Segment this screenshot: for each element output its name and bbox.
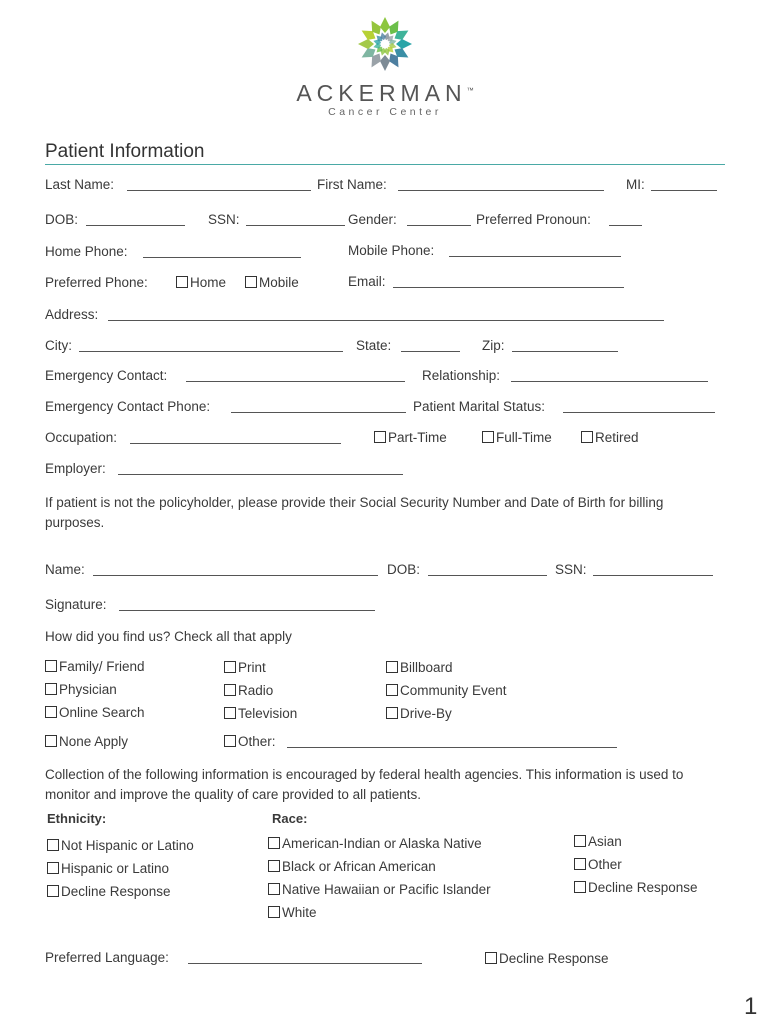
- race-black-checkbox[interactable]: [268, 859, 436, 874]
- mi-label: MI:: [626, 177, 645, 192]
- ethnicity-hispanic-checkbox[interactable]: [47, 861, 169, 876]
- email-label: Email:: [348, 274, 386, 289]
- language-field[interactable]: [188, 963, 422, 964]
- preferred-mobile-checkbox[interactable]: [245, 275, 299, 290]
- marital-status-field[interactable]: [563, 412, 715, 413]
- find-other-field[interactable]: [287, 747, 617, 748]
- address-field[interactable]: [108, 320, 664, 321]
- race-decline-checkbox[interactable]: [574, 880, 698, 895]
- first-name-field[interactable]: [398, 190, 604, 191]
- checkbox-icon: [374, 431, 386, 443]
- page-number: 1: [744, 993, 758, 1020]
- race-american-indian-checkbox[interactable]: [268, 836, 482, 851]
- checkbox-label: Mobile: [259, 275, 299, 290]
- city-label: City:: [45, 338, 72, 353]
- mobile-phone-field[interactable]: [449, 256, 621, 257]
- race-white-checkbox[interactable]: [268, 905, 317, 920]
- occupation-field[interactable]: [130, 443, 341, 444]
- policy-dob-label: DOB:: [387, 562, 421, 577]
- city-field[interactable]: [79, 351, 343, 352]
- find-print-checkbox[interactable]: [224, 660, 266, 675]
- part-time-checkbox[interactable]: [374, 430, 447, 445]
- checkbox-icon: [45, 735, 57, 747]
- last-name-field[interactable]: [127, 190, 311, 191]
- policy-ssn-label: SSN:: [555, 562, 587, 577]
- checkbox-icon: [224, 684, 236, 696]
- checkbox-icon: [47, 839, 59, 851]
- emergency-phone-label: Emergency Contact Phone:: [45, 399, 211, 414]
- relationship-label: Relationship:: [422, 368, 501, 383]
- checkbox-icon: [224, 735, 236, 747]
- checkbox-icon: [386, 684, 398, 696]
- relationship-field[interactable]: [511, 381, 708, 382]
- checkbox-label: Television: [238, 706, 298, 721]
- checkbox-label: Native Hawaiian or Pacific Islander: [282, 882, 491, 897]
- checkbox-label: Other:: [238, 734, 276, 749]
- signature-label: Signature:: [45, 597, 107, 612]
- checkbox-icon: [268, 837, 280, 849]
- find-billboard-checkbox[interactable]: [386, 660, 453, 675]
- first-name-label: First Name:: [317, 177, 387, 192]
- checkbox-label: Black or African American: [282, 859, 436, 874]
- checkbox-icon: [482, 431, 494, 443]
- checkbox-label: Radio: [238, 683, 274, 698]
- preferred-phone-label: Preferred Phone:: [45, 275, 148, 290]
- checkbox-icon: [45, 660, 57, 672]
- checkbox-icon: [224, 661, 236, 673]
- checkbox-icon: [485, 952, 497, 964]
- checkbox-label: White: [282, 905, 317, 920]
- policyholder-note: If patient is not the policyholder, please provide their Social Security Number and Date of Birth for billing purposes.: [45, 495, 664, 530]
- checkbox-icon: [268, 906, 280, 918]
- marital-status-label: Patient Marital Status:: [413, 399, 546, 414]
- signature-field[interactable]: [119, 610, 375, 611]
- checkbox-label: Asian: [588, 834, 622, 849]
- dob-label: DOB:: [45, 212, 79, 227]
- home-phone-field[interactable]: [143, 257, 301, 258]
- find-physician-checkbox[interactable]: [45, 682, 117, 697]
- find-community-checkbox[interactable]: [386, 683, 507, 698]
- checkbox-icon: [45, 683, 57, 695]
- dob-field[interactable]: [86, 225, 185, 226]
- ssn-label: SSN:: [208, 212, 240, 227]
- collection-note: Collection of the following information is encouraged by federal health agencies. This information is used to monitor and improve the quality of care provided to all patients.: [45, 767, 684, 802]
- checkbox-icon: [268, 883, 280, 895]
- find-family-checkbox[interactable]: [45, 659, 145, 674]
- brand-subtitle: Cancer Center: [328, 106, 442, 118]
- emergency-contact-field[interactable]: [186, 381, 405, 382]
- emergency-contact-label: Emergency Contact:: [45, 368, 168, 383]
- checkbox-label: None Apply: [59, 734, 129, 749]
- checkbox-icon: [386, 661, 398, 673]
- checkbox-label: Other: [588, 857, 622, 872]
- policy-ssn-field[interactable]: [593, 575, 713, 576]
- checkbox-icon: [386, 707, 398, 719]
- language-label: Preferred Language:: [45, 950, 169, 965]
- checkbox-icon: [47, 885, 59, 897]
- find-driveby-checkbox[interactable]: [386, 706, 452, 721]
- ethnicity-decline-checkbox[interactable]: [47, 884, 171, 899]
- page-title: Patient Information: [45, 141, 205, 162]
- checkbox-label: Retired: [595, 430, 639, 445]
- checkbox-label: Full-Time: [496, 430, 552, 445]
- employer-label: Employer:: [45, 461, 106, 476]
- find-television-checkbox[interactable]: [224, 706, 297, 721]
- checkbox-icon: [574, 881, 586, 893]
- full-time-checkbox[interactable]: [482, 430, 552, 445]
- race-hawaiian-checkbox[interactable]: [268, 882, 491, 897]
- checkbox-label: American-Indian or Alaska Native: [282, 836, 482, 851]
- checkbox-label: Online Search: [59, 705, 145, 720]
- emergency-phone-field[interactable]: [231, 412, 406, 413]
- state-field[interactable]: [401, 351, 460, 352]
- checkbox-label: Not Hispanic or Latino: [61, 838, 194, 853]
- find-online-checkbox[interactable]: [45, 705, 145, 720]
- retired-checkbox[interactable]: [581, 430, 639, 445]
- brand-name: ACKERMAN™: [296, 80, 474, 106]
- language-decline-checkbox[interactable]: [485, 951, 609, 966]
- policy-name-field[interactable]: [93, 575, 378, 576]
- policy-name-label: Name:: [45, 562, 85, 577]
- checkbox-icon: [224, 707, 236, 719]
- checkbox-label: Print: [238, 660, 266, 675]
- gender-label: Gender:: [348, 212, 397, 227]
- home-phone-label: Home Phone:: [45, 244, 128, 259]
- checkbox-label: Physician: [59, 682, 117, 697]
- mobile-phone-label: Mobile Phone:: [348, 243, 435, 258]
- preferred-home-checkbox[interactable]: [176, 275, 226, 290]
- checkbox-icon: [574, 835, 586, 847]
- ackerman-logo-icon: [355, 14, 415, 74]
- find-radio-checkbox[interactable]: [224, 683, 273, 698]
- checkbox-label: Community Event: [400, 683, 507, 698]
- race-other-checkbox[interactable]: [574, 857, 622, 872]
- gender-field[interactable]: [407, 225, 471, 226]
- zip-field[interactable]: [512, 351, 618, 352]
- checkbox-label: Family/ Friend: [59, 659, 145, 674]
- checkbox-icon: [47, 862, 59, 874]
- find-none-checkbox[interactable]: [45, 734, 128, 749]
- ethnicity-not-hispanic-checkbox[interactable]: [47, 838, 194, 853]
- checkbox-icon: [574, 858, 586, 870]
- mi-field[interactable]: [651, 190, 717, 191]
- checkbox-label: Decline Response: [499, 951, 609, 966]
- ssn-field[interactable]: [246, 225, 345, 226]
- find-us-question: How did you find us? Check all that apply: [45, 629, 292, 644]
- checkbox-icon: [268, 860, 280, 872]
- pronoun-field[interactable]: [609, 225, 642, 226]
- checkbox-label: Hispanic or Latino: [61, 861, 170, 876]
- title-rule: [45, 164, 725, 165]
- checkbox-icon: [176, 276, 188, 288]
- policy-dob-field[interactable]: [428, 575, 547, 576]
- checkbox-label: Part-Time: [388, 430, 447, 445]
- find-other-checkbox[interactable]: [224, 734, 276, 749]
- checkbox-label: Billboard: [400, 660, 453, 675]
- race-title: Race:: [272, 811, 308, 826]
- email-field[interactable]: [393, 287, 624, 288]
- checkbox-icon: [581, 431, 593, 443]
- employer-field[interactable]: [118, 474, 403, 475]
- pronoun-label: Preferred Pronoun:: [476, 212, 591, 227]
- state-label: State:: [356, 338, 392, 353]
- occupation-label: Occupation:: [45, 430, 118, 445]
- race-asian-checkbox[interactable]: [574, 834, 622, 849]
- checkbox-label: Home: [190, 275, 227, 290]
- last-name-label: Last Name:: [45, 177, 115, 192]
- checkbox-label: Decline Response: [588, 880, 698, 895]
- ethnicity-title: Ethnicity:: [47, 811, 107, 826]
- checkbox-label: Decline Response: [61, 884, 171, 899]
- address-label: Address:: [45, 307, 99, 322]
- checkbox-icon: [245, 276, 257, 288]
- checkbox-label: Drive-By: [400, 706, 452, 721]
- zip-label: Zip:: [482, 338, 505, 353]
- checkbox-icon: [45, 706, 57, 718]
